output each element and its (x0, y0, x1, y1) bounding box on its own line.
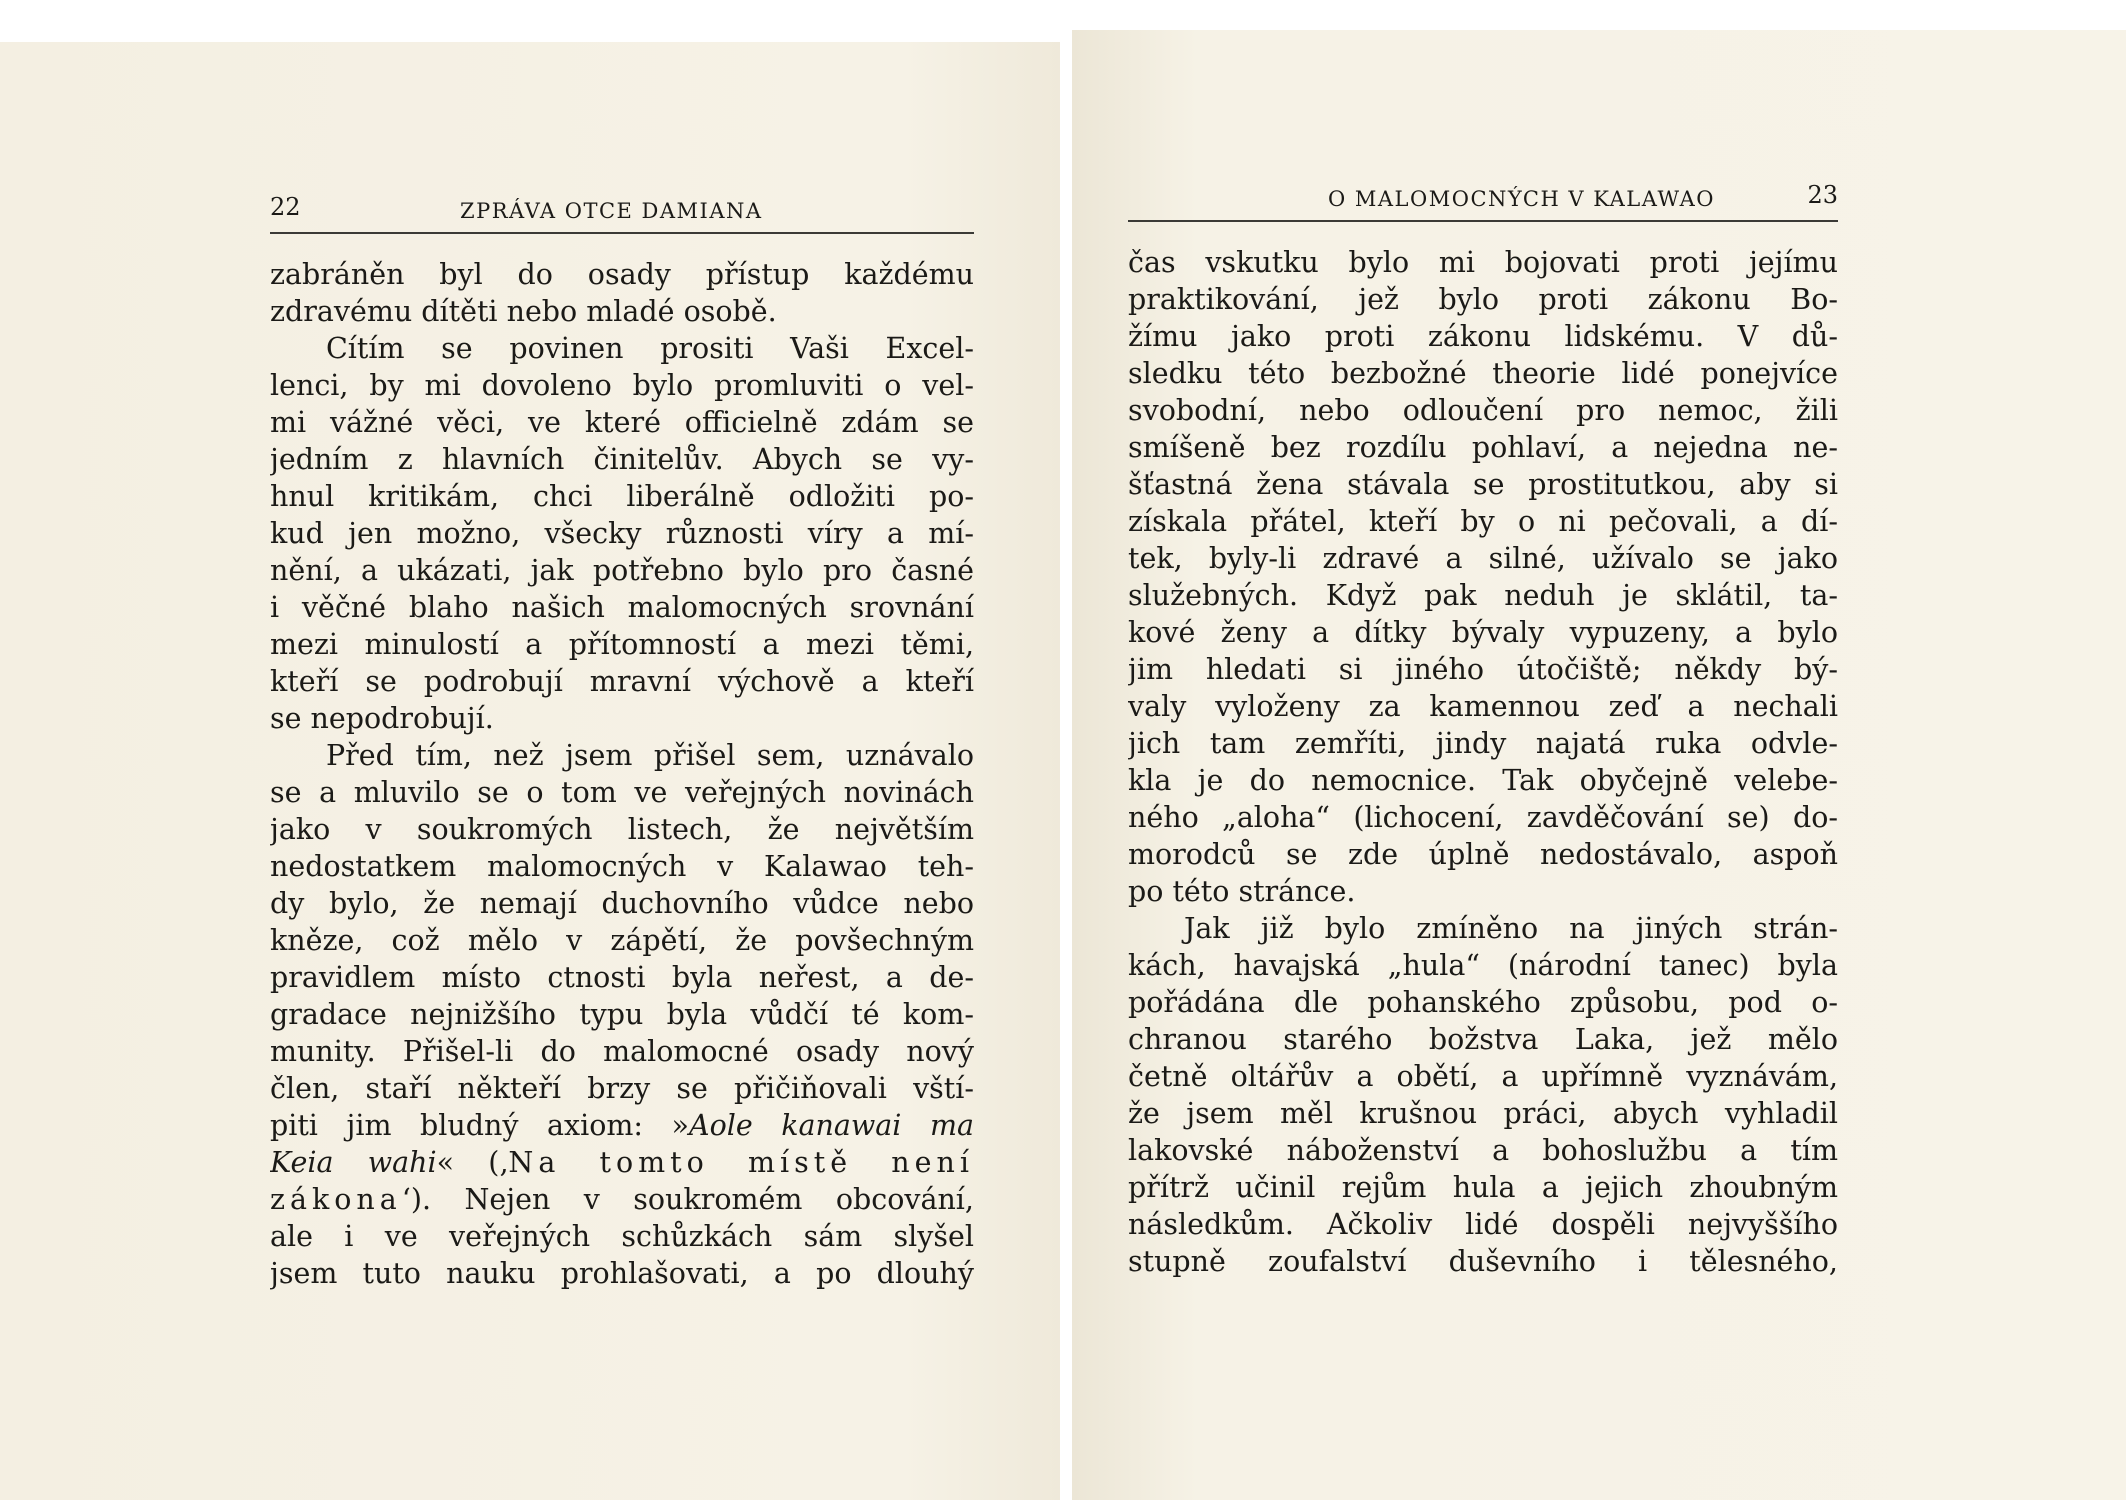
text-line (270, 959, 974, 996)
text-fragment: šťastná žena stávala se prostitutkou, aby si (1128, 468, 1838, 501)
text-fragment: morodců se zde úplně nedostávalo, aspoň (1128, 838, 1838, 871)
text-line (1128, 466, 1838, 503)
text-fragment: pravidlem místo ctnosti byla neřest, a de- (270, 961, 974, 994)
left-page-number: 22 (270, 193, 301, 221)
left-page-header (270, 182, 974, 234)
text-fragment: získala přátel, kteří by o ni pečovali, a dí- (1128, 505, 1838, 538)
text-fragment: žímu jako proti zákonu lidskému. V dů- (1128, 320, 1838, 353)
text-line (270, 478, 974, 515)
text-fragment: se a mluvilo se o tom ve veřejných novinách (270, 776, 974, 809)
text-line (270, 256, 974, 293)
text-line (270, 922, 974, 959)
text-line (270, 848, 974, 885)
text-fragment: kách, havajská „hula“ (národní tanec) byla (1128, 949, 1838, 982)
text-fragment: zdravému dítěti nebo mladé osobě. (270, 295, 777, 328)
text-line (270, 1255, 974, 1292)
text-line (1128, 947, 1838, 984)
text-fragment: jich tam zemříti, jindy najatá ruka odvle- (1128, 727, 1838, 760)
text-fragment: lenci, by mi dovoleno bylo promluviti o vel- (270, 369, 974, 402)
text-fragment: pořádána dle pohanského způsobu, pod o- (1128, 986, 1838, 1019)
text-line (270, 626, 974, 663)
text-line (1128, 799, 1838, 836)
text-line (270, 1144, 974, 1181)
text-line (1128, 688, 1838, 725)
text-line (1128, 244, 1838, 281)
text-fragment: ného „aloha“ (lichocení, zavděčování se) do- (1128, 801, 1838, 834)
text-line (1128, 725, 1838, 762)
text-fragment: četně oltářův a obětí, a upřímně vyznávám, (1128, 1060, 1838, 1093)
text-line (270, 1107, 974, 1144)
text-line (1128, 1206, 1838, 1243)
text-line (1128, 318, 1838, 355)
text-fragment: Cítím se povinen prositi Vaši Excel- (326, 332, 974, 365)
text-fragment: kněze, což mělo v zápětí, že povšechným (270, 924, 974, 957)
text-line (1128, 429, 1838, 466)
text-line (1128, 1058, 1838, 1095)
text-line (1128, 392, 1838, 429)
text-line (1128, 836, 1838, 873)
text-line (270, 330, 974, 367)
text-fragment: gradace nejnižšího typu byla vůdčí té kom- (270, 998, 974, 1031)
right-page-number: 23 (1807, 181, 1838, 209)
text-line (1128, 540, 1838, 577)
text-fragment: chranou starého božstva Laka, jež mělo (1128, 1023, 1838, 1056)
text-fragment: Před tím, než jsem přišel sem, uznávalo (326, 739, 974, 772)
text-line (1128, 577, 1838, 614)
text-line (1128, 651, 1838, 688)
right-running-title: O MALOMOCNÝCH V KALAWAO (1328, 187, 1715, 211)
text-line (1128, 281, 1838, 318)
text-fragment: mi vážné věci, ve které officielně zdám se (270, 406, 974, 439)
text-fragment: kové ženy a dítky bývaly vypuzeny, a bylo (1128, 616, 1838, 649)
text-fragment: jedním z hlavních činitelův. Abych se vy- (270, 443, 974, 476)
text-fragment: že jsem měl krušnou práci, abych vyhladil (1128, 1097, 1838, 1130)
text-line (270, 774, 974, 811)
text-fragment: následkům. Ačkoliv lidé dospěli nejvyššího (1128, 1208, 1838, 1241)
text-line (270, 737, 974, 774)
text-fragment: hnul kritikám, chci liberálně odložiti po- (270, 480, 974, 513)
text-fragment: přítrž učinil rejům hula a jejich zhoubným (1128, 1171, 1838, 1204)
text-fragment: člen, staří někteří brzy se přičiňovali vští- (270, 1072, 974, 1105)
text-line (270, 589, 974, 626)
text-line (270, 663, 974, 700)
text-line (270, 996, 974, 1033)
text-fragment: smíšeně bez rozdílu pohlaví, a nejedna ne- (1128, 431, 1838, 464)
left-running-title: ZPRÁVA OTCE DAMIANA (460, 199, 763, 223)
text-line (270, 367, 974, 404)
text-fragment: kteří se podrobují mravní výchově a kteří (270, 665, 974, 698)
text-line (270, 811, 974, 848)
text-fragment: sledku této bezbožné theorie lidé ponejvíce (1128, 357, 1838, 390)
text-fragment: se nepodrobují. (270, 702, 494, 735)
text-line (270, 700, 974, 737)
text-fragment: tek, byly-li zdravé a silné, užívalo se jako (1128, 542, 1838, 575)
text-fragment: Jak již bylo zmíněno na jiných strán- (1184, 912, 1838, 945)
text-line (270, 404, 974, 441)
text-line (270, 885, 974, 922)
text-fragment: stupně zoufalství duševního i tělesného, (1128, 1245, 1838, 1278)
text-line (1128, 1169, 1838, 1206)
text-line (1128, 1021, 1838, 1058)
text-line (1128, 762, 1838, 799)
text-line (1128, 910, 1838, 947)
text-fragment: Na tomto místě není (508, 1146, 974, 1179)
left-page (0, 42, 1060, 1500)
text-line (1128, 614, 1838, 651)
text-fragment: kla je do nemocnice. Tak obyčejně velebe- (1128, 764, 1838, 797)
right-page (1072, 30, 2126, 1500)
text-line (270, 552, 974, 589)
text-fragment: munity. Přišel-li do malomocné osady nový (270, 1035, 974, 1068)
text-fragment: « (‚ (436, 1146, 509, 1179)
text-fragment: piti jim bludný axiom: » (270, 1109, 689, 1142)
text-line (270, 1033, 974, 1070)
text-fragment: svobodní, nebo odloučení pro nemoc, žili (1128, 394, 1838, 427)
text-fragment: Aole kanawai ma (689, 1109, 974, 1142)
text-line (270, 441, 974, 478)
text-fragment: ale i ve veřejných schůzkách sám slyšel (270, 1220, 974, 1253)
text-fragment: jako v soukromých listech, že největším (270, 813, 974, 846)
text-fragment: i věčné blaho našich malomocných srovnání (270, 591, 974, 624)
text-line (270, 515, 974, 552)
text-fragment: zabráněn byl do osady přístup každému (270, 258, 974, 291)
text-fragment: nění, a ukázati, jak potřebno bylo pro časné (270, 554, 974, 587)
text-fragment: Keia wahi (270, 1146, 437, 1179)
text-fragment: kud jen možno, všecky různosti víry a mí- (270, 517, 974, 550)
text-fragment: služebných. Když pak neduh je sklátil, ta- (1128, 579, 1838, 612)
text-fragment: dy bylo, že nemají duchovního vůdce nebo (270, 887, 974, 920)
text-fragment: jim hledati si jiného útočiště; někdy bý- (1128, 653, 1838, 686)
text-fragment: jsem tuto nauku prohlašovati, a po dlouhý (270, 1257, 974, 1290)
text-fragment: ‘). Nejen v soukromém obcování, (401, 1183, 974, 1216)
text-fragment: praktikování, jež bylo proti zákonu Bo- (1128, 283, 1838, 316)
left-page-body (270, 256, 974, 1292)
right-page-body (1128, 244, 1838, 1280)
text-fragment: nedostatkem malomocných v Kalawao teh- (270, 850, 974, 883)
text-line (270, 1070, 974, 1107)
text-line (1128, 503, 1838, 540)
text-fragment: po této stránce. (1128, 875, 1356, 908)
text-line (1128, 1243, 1838, 1280)
text-fragment: lakovské náboženství a bohoslužbu a tím (1128, 1134, 1838, 1167)
text-line (270, 293, 974, 330)
text-line (270, 1218, 974, 1255)
text-line (1128, 1132, 1838, 1169)
text-fragment: mezi minulostí a přítomností a mezi těmi, (270, 628, 974, 661)
text-fragment: zákona (270, 1183, 402, 1216)
text-fragment: valy vyloženy za kamennou zeď a nechali (1128, 690, 1838, 723)
text-line (1128, 984, 1838, 1021)
text-line (270, 1181, 974, 1218)
text-line (1128, 355, 1838, 392)
right-page-header (1128, 170, 1838, 222)
text-fragment: čas vskutku bylo mi bojovati proti jejímu (1128, 246, 1838, 279)
text-line (1128, 1095, 1838, 1132)
text-line (1128, 873, 1838, 910)
